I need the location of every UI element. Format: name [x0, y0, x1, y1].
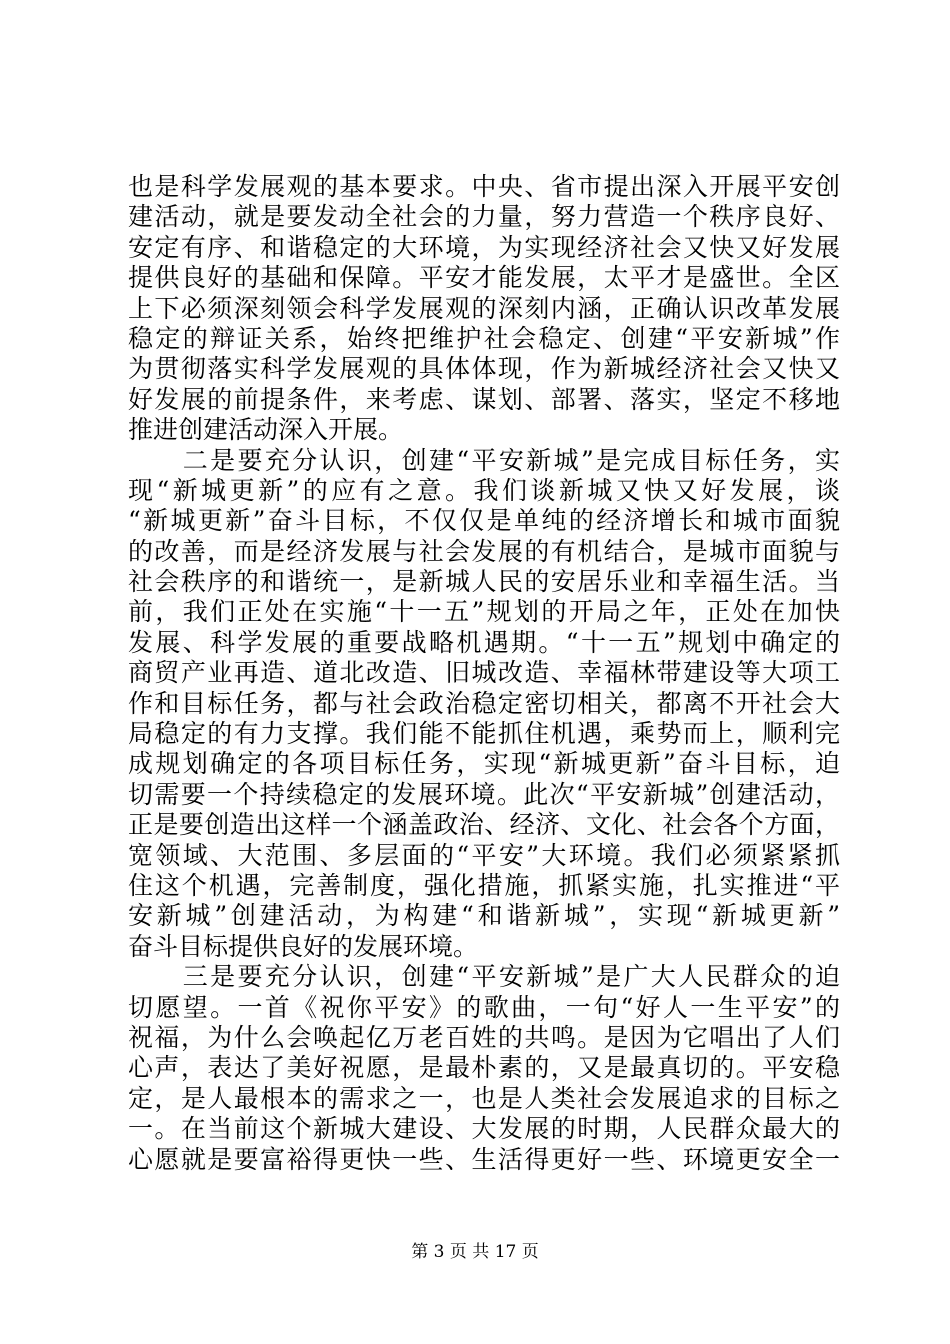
text-line: 祝福，为什么会唤起亿万老百姓的共鸣。是因为它唱出了人们: [128, 1022, 840, 1052]
text-line: 稳定的辩证关系，始终把维护社会稳定、创建“平安新城”作: [128, 323, 840, 353]
text-line: 社会秩序的和谐统一，是新城人民的安居乐业和幸福生活。当: [128, 567, 840, 597]
text-line: 住这个机遇，完善制度，强化措施，抓紧实施，扎实推进“平: [128, 870, 840, 900]
text-line: 安定有序、和谐稳定的大环境，为实现经济社会又快又好发展: [128, 232, 840, 262]
text-line: 心声，表达了美好祝愿，是最朴素的，又是最真切的。平安稳: [128, 1053, 840, 1083]
text-line: 推进创建活动深入开展。: [128, 415, 404, 445]
text-line: 正是要创造出这样一个涵盖政治、经济、文化、社会各个方面，: [128, 810, 840, 840]
text-line: 安新城”创建活动，为构建“和谐新城”，实现“新城更新”: [128, 901, 840, 931]
text-line: 作和目标任务，都与社会政治稳定密切相关，都离不开社会大: [128, 688, 840, 718]
text-line: 奋斗目标提供良好的发展环境。: [128, 931, 479, 961]
text-line: 提供良好的基础和保障。平安才能发展，太平才是盛世。全区: [128, 263, 840, 293]
body-text: [128, 172, 840, 1175]
text-line: 好发展的前提条件，来考虑、谋划、部署、落实，坚定不移地: [128, 384, 840, 414]
text-line: 心愿就是要富裕得更快一些、生活得更好一些、环境更安全一: [128, 1144, 840, 1174]
text-line: 切愿望。一首《祝你平安》的歌曲，一句“好人一生平安”的: [128, 992, 840, 1022]
text-line: 局稳定的有力支撑。我们能不能抓住机遇，乘势而上，顺利完: [128, 719, 840, 749]
text-line: 也是科学发展观的基本要求。中央、省市提出深入开展平安创: [128, 172, 840, 201]
text-line: 为贯彻落实科学发展观的具体体现，作为新城经济社会又快又: [128, 354, 840, 384]
text-line: 三是要充分认识，创建“平安新城”是广大人民群众的迫: [128, 962, 840, 992]
text-line: 一。在当前这个新城大建设、大发展的时期，人民群众最大的: [128, 1114, 840, 1144]
text-line: 定，是人最根本的需求之一，也是人类社会发展追求的目标之: [128, 1083, 840, 1113]
page-footer: 第 3 页 共 17 页: [411, 1242, 539, 1262]
text-line: 成规划确定的各项目标任务，实现“新城更新”奋斗目标，迫: [128, 749, 840, 779]
text-line: “新城更新”奋斗目标，不仅仅是单纯的经济增长和城市面貌: [128, 506, 840, 536]
text-line: 现“新城更新”的应有之意。我们谈新城又快又好发展，谈: [128, 475, 840, 505]
text-line: 二是要充分认识，创建“平安新城”是完成目标任务，实: [128, 445, 840, 475]
text-line: 前，我们正处在实施“十一五”规划的开局之年，正处在加快: [128, 597, 840, 627]
text-line: 的改善，而是经济发展与社会发展的有机结合，是城市面貌与: [128, 536, 840, 566]
text-line: 上下必须深刻领会科学发展观的深刻内涵，正确认识改革发展: [128, 293, 840, 323]
text-line: 宽领域、大范围、多层面的“平安”大环境。我们必须紧紧抓: [128, 840, 840, 870]
text-line: 建活动，就是要发动全社会的力量，努力营造一个秩序良好、: [128, 202, 840, 232]
text-line: 切需要一个持续稳定的发展环境。此次“平安新城”创建活动，: [128, 779, 840, 809]
text-line: 商贸产业再造、道北改造、旧城改造、幸福林带建设等大项工: [128, 658, 840, 688]
text-line: 发展、科学发展的重要战略机遇期。“十一五”规划中确定的: [128, 627, 840, 657]
